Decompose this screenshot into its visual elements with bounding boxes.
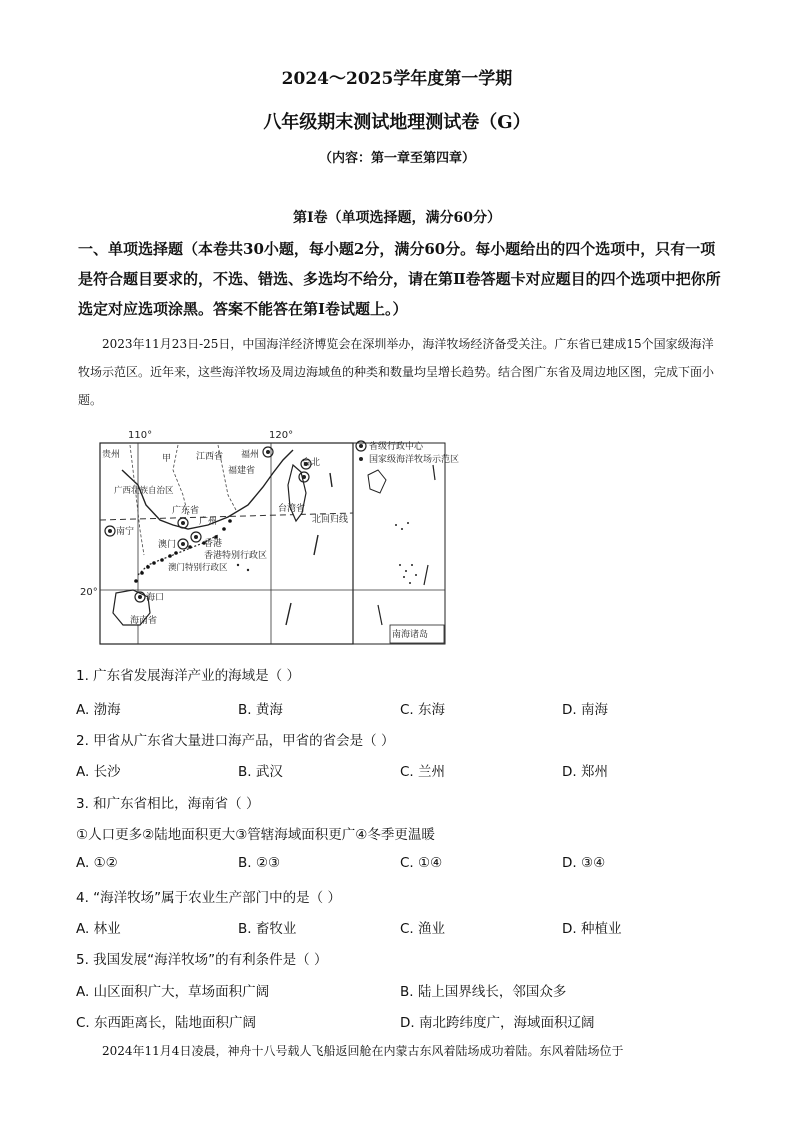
q4-option-c[interactable]: C. 渔业 bbox=[400, 921, 446, 937]
section-title: 第Ⅰ卷（单项选择题，满分60分） bbox=[292, 210, 502, 226]
label-guangzhou: 广州 bbox=[199, 517, 218, 527]
question-5-stem: 5. 我国发展“海洋牧场”的有利条件是（ ） bbox=[76, 952, 328, 968]
legend-ranch: 国家级海洋牧场示范区 bbox=[369, 455, 460, 465]
label-taiwan: 台湾省 bbox=[278, 504, 306, 514]
lat-20-label: 20° bbox=[80, 587, 98, 598]
label-hongkong: 香港 bbox=[204, 539, 223, 549]
label-guangxi: 广西壮族自治区 bbox=[114, 486, 174, 496]
q2-option-b[interactable]: B. 武汉 bbox=[238, 764, 283, 780]
label-hk-sar: 香港特别行政区 bbox=[204, 551, 268, 561]
label-haikou: 海口 bbox=[146, 593, 165, 603]
material-intro: 2023年11月23日-25日，中国海洋经济博览会在深圳举办，海洋牧场经济备受关注。广东省已建成15个国家级海洋牧场示范区。近年来，这些海洋牧场及周边海域鱼的种类和数量均呈增长趋势。结合图广东省及周边地区图，完成下面小题。 bbox=[78, 337, 715, 407]
section-instructions: 一、单项选择题（本卷共30小题，每小题2分，满分60分。每小题给出的四个选项中，只有一项是符合题目要求的，不选、错选、多选均不给分，请在第Ⅱ卷答题卡对应题目的四个选项中把你所选定对应选项涂黑。答案不能答在第Ⅰ卷试题上。） bbox=[78, 240, 721, 318]
q1-option-d[interactable]: D. 南海 bbox=[562, 702, 608, 718]
label-macao: 澳门 bbox=[158, 540, 177, 550]
q5-option-b[interactable]: B. 陆上国界线长，邻国众多 bbox=[400, 984, 567, 1000]
q4-option-d[interactable]: D. 种植业 bbox=[562, 921, 622, 937]
label-nanning: 南宁 bbox=[116, 527, 135, 537]
q5-option-c[interactable]: C. 东西距离长，陆地面积广阔 bbox=[76, 1015, 257, 1031]
label-fujian: 福建省 bbox=[228, 466, 256, 476]
q5-option-d[interactable]: D. 南北跨纬度广，海域面积辽阔 bbox=[400, 1015, 595, 1031]
legend-capital: 省级行政中心 bbox=[369, 442, 424, 452]
question-2-stem: 2. 甲省从广东省大量进口海产品，甲省的省会是（ ） bbox=[76, 733, 395, 749]
q2-option-c[interactable]: C. 兰州 bbox=[400, 764, 446, 780]
q2-option-a[interactable]: A. 长沙 bbox=[76, 764, 121, 780]
q4-option-a[interactable]: A. 林业 bbox=[76, 921, 121, 937]
question-3-stem: 3. 和广东省相比，海南省（ ） bbox=[76, 796, 260, 812]
label-jiangxi: 江西省 bbox=[196, 452, 224, 462]
exam-title: 八年级期末测试地理测试卷（G） bbox=[263, 112, 531, 133]
guangdong-map bbox=[78, 425, 478, 647]
label-guizhou: 贵州 bbox=[102, 450, 121, 460]
lon-120-label: 120° bbox=[269, 430, 294, 441]
q3-option-b[interactable]: B. ②③ bbox=[238, 855, 281, 871]
next-material-intro: 2024年11月4日凌晨，神舟十八号载人飞船返回舱在内蒙古东风着陆场成功着陆。东风着陆场位于 bbox=[102, 1044, 624, 1058]
label-macao-sar: 澳门特别行政区 bbox=[168, 563, 228, 573]
label-jia: 甲 bbox=[162, 454, 172, 464]
question-3-statements: ①人口更多②陆地面积更大③管辖海域面积更广④冬季更温暖 bbox=[76, 827, 435, 843]
q3-option-d[interactable]: D. ③④ bbox=[562, 855, 606, 871]
q3-option-c[interactable]: C. ①④ bbox=[400, 855, 443, 871]
exam-title-year: 2024～2025学年度第一学期 bbox=[281, 69, 513, 89]
question-1-stem: 1. 广东省发展海洋产业的海域是（ ） bbox=[76, 668, 300, 684]
label-fuzhou: 福州 bbox=[241, 450, 260, 460]
q2-option-d[interactable]: D. 郑州 bbox=[562, 764, 608, 780]
question-4-stem: 4. “海洋牧场”属于农业生产部门中的是（ ） bbox=[76, 890, 341, 906]
label-guangdong: 广东省 bbox=[172, 506, 200, 516]
label-tropic: 北回归线 bbox=[312, 515, 349, 525]
q1-option-b[interactable]: B. 黄海 bbox=[238, 702, 283, 718]
q1-option-a[interactable]: A. 渤海 bbox=[76, 702, 121, 718]
inset-label: 南海诸岛 bbox=[392, 630, 429, 640]
q1-option-c[interactable]: C. 东海 bbox=[400, 702, 446, 718]
label-taibei: 台北 bbox=[302, 458, 321, 468]
q5-option-a[interactable]: A. 山区面积广大，草场面积广阔 bbox=[76, 984, 270, 1000]
exam-subtitle: （内容：第一章至第四章） bbox=[318, 151, 475, 166]
q3-option-a[interactable]: A. ①② bbox=[76, 855, 118, 871]
label-hainan: 海南省 bbox=[130, 616, 158, 626]
q4-option-b[interactable]: B. 畜牧业 bbox=[238, 921, 297, 937]
lon-110-label: 110° bbox=[128, 430, 153, 441]
